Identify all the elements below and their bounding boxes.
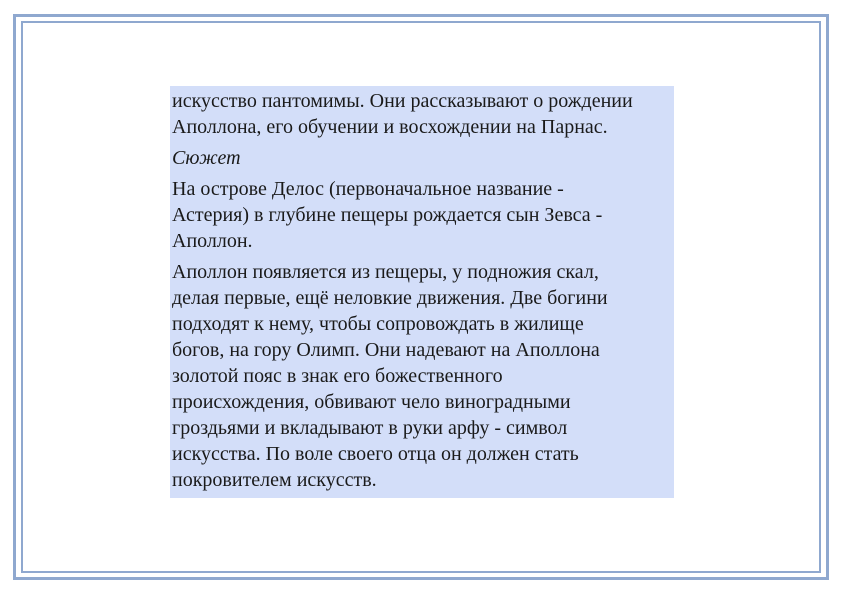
text-line: происхождения, обвивают чело виноградными [172,391,571,413]
text-line: богов, на гору Олимп. Они надевают на Аполлона [172,339,600,361]
text-line: делая первые, ещё неловкие движения. Две богини [172,287,608,309]
text-line: искусства. По воле своего отца он должен стать [172,443,579,465]
text-line: покровителем искусств. [172,469,377,491]
text-line: Астерия) в глубине пещеры рождается сын Зевса - [172,204,603,226]
text-line: золотой пояс в знак его божественного [172,365,503,387]
text-line: Аполлон появляется из пещеры, у подножия скал, [172,261,599,283]
text-line: искусство пантомимы. Они рассказывают о рождении [172,90,633,112]
section-heading-plot [172,145,672,171]
text-line: подходят к нему, чтобы сопровождать в жилище [172,313,584,335]
paragraph-apollo [172,259,672,493]
paragraph-delos [172,176,672,254]
text-line: гроздьями и вкладывают в руки арфу - символ [172,417,568,439]
text-line: Аполлона, его обучении и восхождении на Парнас. [172,116,608,138]
text-line: На острове Делос (первоначальное название - [172,178,564,200]
text-box [170,86,674,498]
heading-text: Сюжет [172,147,241,169]
paragraph-intro [172,88,672,140]
text-line: Аполлон. [172,230,253,252]
